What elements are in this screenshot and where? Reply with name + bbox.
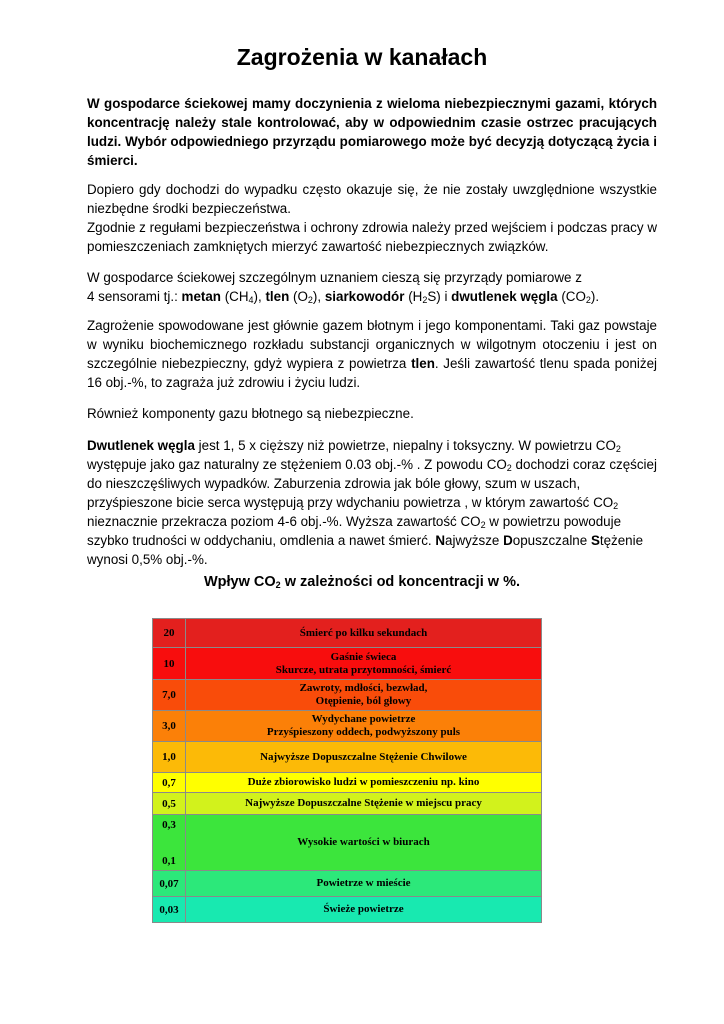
sensor-tlen: tlen: [265, 289, 290, 304]
co2-t8: tężenie wynosi 0,5% obj.-%.: [87, 533, 644, 567]
row-value: 0,07: [153, 871, 186, 897]
gas-text1: Zagrożenie spowodowane jest głównie gazem błotnym i jego komponentami. Taki gaz powstaje w wyniku biochemicznego rozkładu substancji organicznych w wilgotnym otoczeniu i jest on szczególnie niebezpieczny, gdyż wypiera z powietrza: [87, 318, 657, 371]
co2-t7: opuszczalne: [512, 533, 588, 548]
row-value: 20: [153, 619, 186, 648]
table-row: [153, 680, 542, 711]
h2s-sub: 2: [422, 295, 428, 305]
row-description: Wysokie wartości w biurach: [186, 815, 542, 871]
co2-close: ).: [590, 289, 600, 304]
co2-t2: występuje jako gaz naturalny ze stężeniem 0.03 obj.-% . Z powodu CO: [87, 457, 507, 472]
metan-close: ),: [253, 289, 262, 304]
row-description: [186, 648, 542, 680]
row-desc-line1: Zawroty, mdłości, bezwład,: [299, 682, 428, 694]
h2s-close: S) i: [427, 289, 448, 304]
page-title: Zagrożenia w kanałach: [236, 44, 488, 70]
paragraph-co2: [87, 436, 657, 569]
sensor-dwutlenek: dwutlenek węgla: [451, 289, 558, 304]
row-description: Duże zbiorowisko ludzi w pomieszczeniu np. kino: [186, 773, 542, 793]
row-value: 0,03: [153, 897, 186, 923]
row-description: Najwyższe Dopuszczalne Stężenie Chwilowe: [186, 742, 542, 773]
row-value: 7,0: [153, 680, 186, 711]
tlen-formula: (O: [293, 289, 308, 304]
row-value: 0,5: [153, 793, 186, 815]
table-row: [153, 711, 542, 742]
row-value: 10: [153, 648, 186, 680]
metan-formula: (CH: [224, 289, 249, 304]
paragraph-accident-line1: Dopiero gdy dochodzi do wypadku często okazuje się, że nie zostały uwzględnione wszystkie niezbędne środki bezpieczeństwa.: [87, 182, 657, 216]
sensors-text2: 4 sensorami tj.:: [87, 289, 178, 304]
row-value-upper: 0,3: [162, 818, 176, 831]
paragraph-sensors: [87, 268, 657, 306]
co2-effects-table: [152, 618, 542, 923]
tlen-sub: 2: [307, 295, 313, 305]
table-title-sub: 2: [275, 580, 281, 590]
co2-t4: nieznacznie przekracza poziom 4-6 obj.-%. Wyższa zawartość CO: [87, 514, 481, 529]
row-desc-line2: Otępienie, ból głowy: [315, 695, 412, 707]
row-description: Świeże powietrze: [186, 897, 542, 923]
co2-n: N: [435, 533, 446, 548]
sensor-siarkowodor: siarkowodór: [324, 289, 405, 304]
table-title-post: w zależności od koncentracji w %.: [280, 574, 521, 590]
table-row: [153, 773, 542, 793]
co2-t3: dochodzi coraz częściej do nieszczęśliwych wypadków. Zaburzenia zdrowia jak bóle głowy, szum w uszach, przyśpieszone bicie serca występują przy wdychaniu powietrza , w którym zawartość CO: [87, 457, 657, 510]
table-row: [153, 742, 542, 773]
table-row: [153, 815, 542, 871]
co2-s1: 2: [615, 444, 621, 454]
gas-tlen: tlen: [411, 356, 435, 371]
co2-t5: w powietrzu powoduje szybko trudności w oddychaniu, omdlenia a nawet śmierć.: [87, 514, 622, 548]
gas-text2: . Jeśli zawartość tlenu spada poniżej 16 obj.-%, to zagraża już zdrowiu i życiu ludzi.: [87, 356, 657, 390]
table-title: [0, 574, 724, 590]
row-description: Powietrze w mieście: [186, 871, 542, 897]
paragraph-accident-line2: Zgodnie z regułami bezpieczeństwa i ochrony zdrowia należy przed wejściem i podczas pracy w pomieszczeniach zamkniętych mierzyć zawartość niebezpiecznych związków.: [87, 220, 657, 254]
table-row: [153, 793, 542, 815]
row-description: [186, 680, 542, 711]
row-description: Najwyższe Dopuszczalne Stężenie w miejscu pracy: [186, 793, 542, 815]
table-row: [153, 619, 542, 648]
row-description: [186, 711, 542, 742]
co2-s3: 2: [613, 501, 619, 511]
paragraph-gas: [87, 316, 657, 392]
row-value: [153, 815, 186, 871]
sensors-text: W gospodarce ściekowej szczególnym uznaniem cieszą się przyrządy pomiarowe z: [87, 270, 582, 285]
row-description: Śmierć po kilku sekundach: [186, 619, 542, 648]
metan-sub: 4: [248, 295, 254, 305]
row-value-pair: [153, 817, 185, 869]
table-row: [153, 648, 542, 680]
row-value: 3,0: [153, 711, 186, 742]
row-value-lower: 0,1: [162, 854, 176, 867]
table-row: [153, 897, 542, 923]
co2-s2: 2: [506, 463, 512, 473]
table-title-pre: Wpływ CO: [203, 574, 276, 590]
tlen-close: ),: [312, 289, 322, 304]
co2-t1: jest 1, 5 x cięższy niż powietrze, niepalny i toksyczny. W powietrzu CO: [198, 438, 616, 453]
co2-s: S: [590, 533, 600, 548]
row-value: 1,0: [153, 742, 186, 773]
row-desc-line2: Skurcze, utrata przytomności, śmierć: [275, 663, 452, 676]
co2-lead: Dwutlenek węgla: [87, 438, 195, 453]
co2-formula: (CO: [561, 289, 586, 304]
co2-d: D: [503, 533, 513, 548]
co2-s4: 2: [480, 520, 486, 530]
co2-sub: 2: [585, 295, 591, 305]
row-value: 0,7: [153, 773, 186, 793]
row-desc-line1: Wydychane powietrze: [311, 713, 416, 725]
sensor-metan: metan: [181, 289, 221, 304]
intro-paragraph: W gospodarce ściekowej mamy doczynienia z wieloma niebezpiecznymi gazami, których koncentrację należy stale kontrolować, aby w odpowiednim czasie ostrzec pracujących ludzi. Wybór odpowiedniego przyrządu pomiarowego może być decyzją dotyczącą życia i śmierci.: [87, 96, 657, 168]
paragraph-accident: [87, 180, 657, 256]
h2s-formula: (H: [408, 289, 423, 304]
table-row: [153, 871, 542, 897]
co2-t6: ajwyższe: [445, 533, 500, 548]
paragraph-components: Również komponenty gazu błotnego są niebezpieczne.: [87, 406, 414, 421]
row-desc-line1: Gaśnie świeca: [330, 650, 397, 663]
row-desc-line2: Przyśpieszony oddech, podwyższony puls: [266, 726, 461, 738]
